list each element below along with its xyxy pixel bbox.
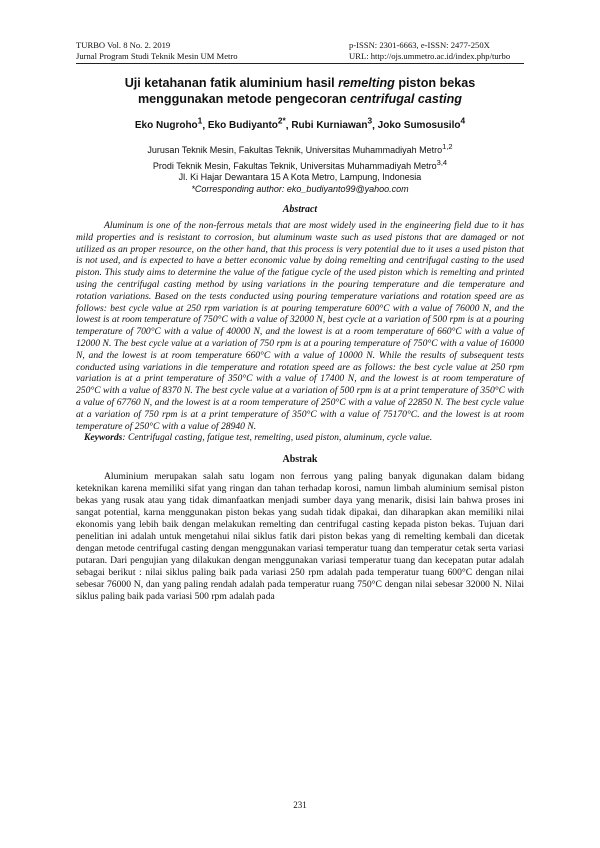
journal-program: Jurnal Program Studi Teknik Mesin UM Metro xyxy=(76,50,238,61)
author-sup: 4 xyxy=(460,116,466,126)
author: Joko Sumosusilo$^4$ xyxy=(377,116,466,132)
affiliation-address: Jl. Ki Hajar Dewantara 15 A Kota Metro, Lampung, Indonesia xyxy=(178,172,422,183)
header-rule xyxy=(76,63,524,64)
author-sup: 3 xyxy=(367,116,373,126)
keywords-label: Keywords xyxy=(84,432,123,444)
author-sup: 2* xyxy=(277,116,286,126)
affiliation-1: Jurusan Teknik Mesin, Fakultas Teknik, Universitas Muhammadiyah Metro$^{1,2}$ xyxy=(147,142,453,156)
title-italic: centrifugal casting xyxy=(350,91,462,106)
affiliation-2: Prodi Teknik Mesin, Fakultas Teknik, Universitas Muhammadiyah Metro$^{3,4}$ xyxy=(152,157,448,171)
author: Eko Nugroho$^1$ xyxy=(134,116,203,132)
author-list: Eko Nugroho$^1$, Eko Budiyanto$^{2*}$, Rubi Kurniawan$^3$, Joko Sumosusilo$^4$ xyxy=(134,116,466,132)
title-line-1 xyxy=(76,76,524,92)
affiliations xyxy=(76,141,524,195)
journal-header xyxy=(76,40,524,61)
abstract-heading: Abstract xyxy=(282,203,318,215)
header-right xyxy=(349,40,524,61)
abstrak-heading: Abstrak xyxy=(282,454,318,466)
corresponding-author: *Corresponding author: eko_budiyanto99@yahoo.com xyxy=(191,183,409,194)
abstract-body: Aluminum is one of the non-ferrous metals that are most widely used in the engineering field due to it has mild properties and is resistant to corrosion, but aluminum waste such as used pistons that are damaged or not utilized as an proper resource, on the other hand, that this process is very potential due to it uses a used piston that is not used, and is expected to have a better economic value by doing remelting and centrifugal casting to the used piston. This study aims to determine the value of the fatigue cycle of the used piston which is remelting and printed using the centrifugal casting method by using variations in the pouring temperature and die temperature and rotation variations. Based on the tests conducted using pouring temperature variations and rotation speed are as follows: best cycle value at 250 rpm variation is at pouring temperature 600°C with a value of 76000 N, and the lowest is at room temperature of 750°C with a value of 32000 N, best cycle at a variation of 500 rpm is at a pouring temperature of 700°C with a value of 40000 N, and the lowest is at a room temperature of 660°C with a value of 12000 N. The best cycle value at a variation of 750 rpm is at a pouring temperature of 750°C with a value of 16000 N, and the lowest is at room temperature 660°C with a value of 10000 N. While the results of subsequent tests conducted using variations in die temperature and rotation speed are as follows: the best cycle value at 250 rpm variation is at a print temperature of 350°C with a value of 17400 N, and the lowest is at room temperature of 250°C with a value of 8370 N. The best cycle value at a variation of 500 rpm is at a print temperature of 350°C with a value of 67760 N, and the lowest is at a room temperature of 250°C with a value of 22850 N. The best cycle value at a variation of 750 rpm is at a print temperature of 350°C with a value of 75170°C. and the lowest is at room temperature of 250°C with a value of 28940 N. xyxy=(76,219,524,432)
keywords xyxy=(76,432,524,444)
title-text: menggunakan metode pengecoran xyxy=(137,91,351,106)
keywords-list: : Centrifugal casting, fatigue test, remelting, used piston, aluminum, cycle value. xyxy=(122,432,433,444)
author: Rubi Kurniawan$^3$ xyxy=(291,116,373,132)
author-sup: 1 xyxy=(197,116,203,126)
title-line-2 xyxy=(76,92,524,108)
title-italic: remelting xyxy=(338,76,395,90)
journal-issn: p-ISSN: 2301-6663, e-ISSN: 2477-250X xyxy=(349,40,490,50)
abstrak-body: Aluminium merupakan salah satu logam non ferrous yang paling banyak digunakan dalam bidang keteknikan karena memiliki sifat yang ringan dan tahan terhadap korosi, namun limbah aluminium semisal piston bekas yang rusak atau yang tidak dimanfaatkan menjadi sumber daya yang menarik, disisi lain bahwa proses ini sangat potential, karna menggunakan piston bekas yang sudah tidak dipakai, dan diharapkan akan memiliki nilai ekonomis yang lebih baik dengan melakukan remelting dan centrifugal casting kepada piston bekas. Tujuan dari penelitian ini adalah untuk mengetahui nilai siklus fatik dari piston bekas yang di remelting kembali dan dicetak dengan metode centrifugal casting dengan menggunakan variasi temperatur tuang dan temperatur cetak serta variasi putaran. Dari pengujian yang dilakukan dengan menggunakan variasi temperatur tuang dan kecepatan putar adalah sebagai berikut : nilai siklus paling baik pada variasi 250 rpm adalah pada temperatur tuang 600°C dengan nilai sebesar 76000 N, dan yang paling rendah adalah pada temperatur ruang 750°C dengan nilai sebesar 32000 N. Nilai siklus paling baik pada variasi 500 rpm adalah pada xyxy=(76,471,524,603)
title-text: Uji ketahanan fatik aluminium hasil xyxy=(124,76,339,90)
title-text: piston bekas xyxy=(394,76,476,90)
journal-url[interactable]: URL: http://ojs.ummetro.ac.id/index.php/turbo xyxy=(349,50,511,61)
paper-title xyxy=(76,76,524,107)
page-number: 231 xyxy=(293,800,307,810)
journal-volume: TURBO Vol. 8 No. 2. 2019 xyxy=(76,40,171,50)
author: Eko Budiyanto$^{2*}$ xyxy=(207,116,286,132)
header-left xyxy=(76,40,238,61)
